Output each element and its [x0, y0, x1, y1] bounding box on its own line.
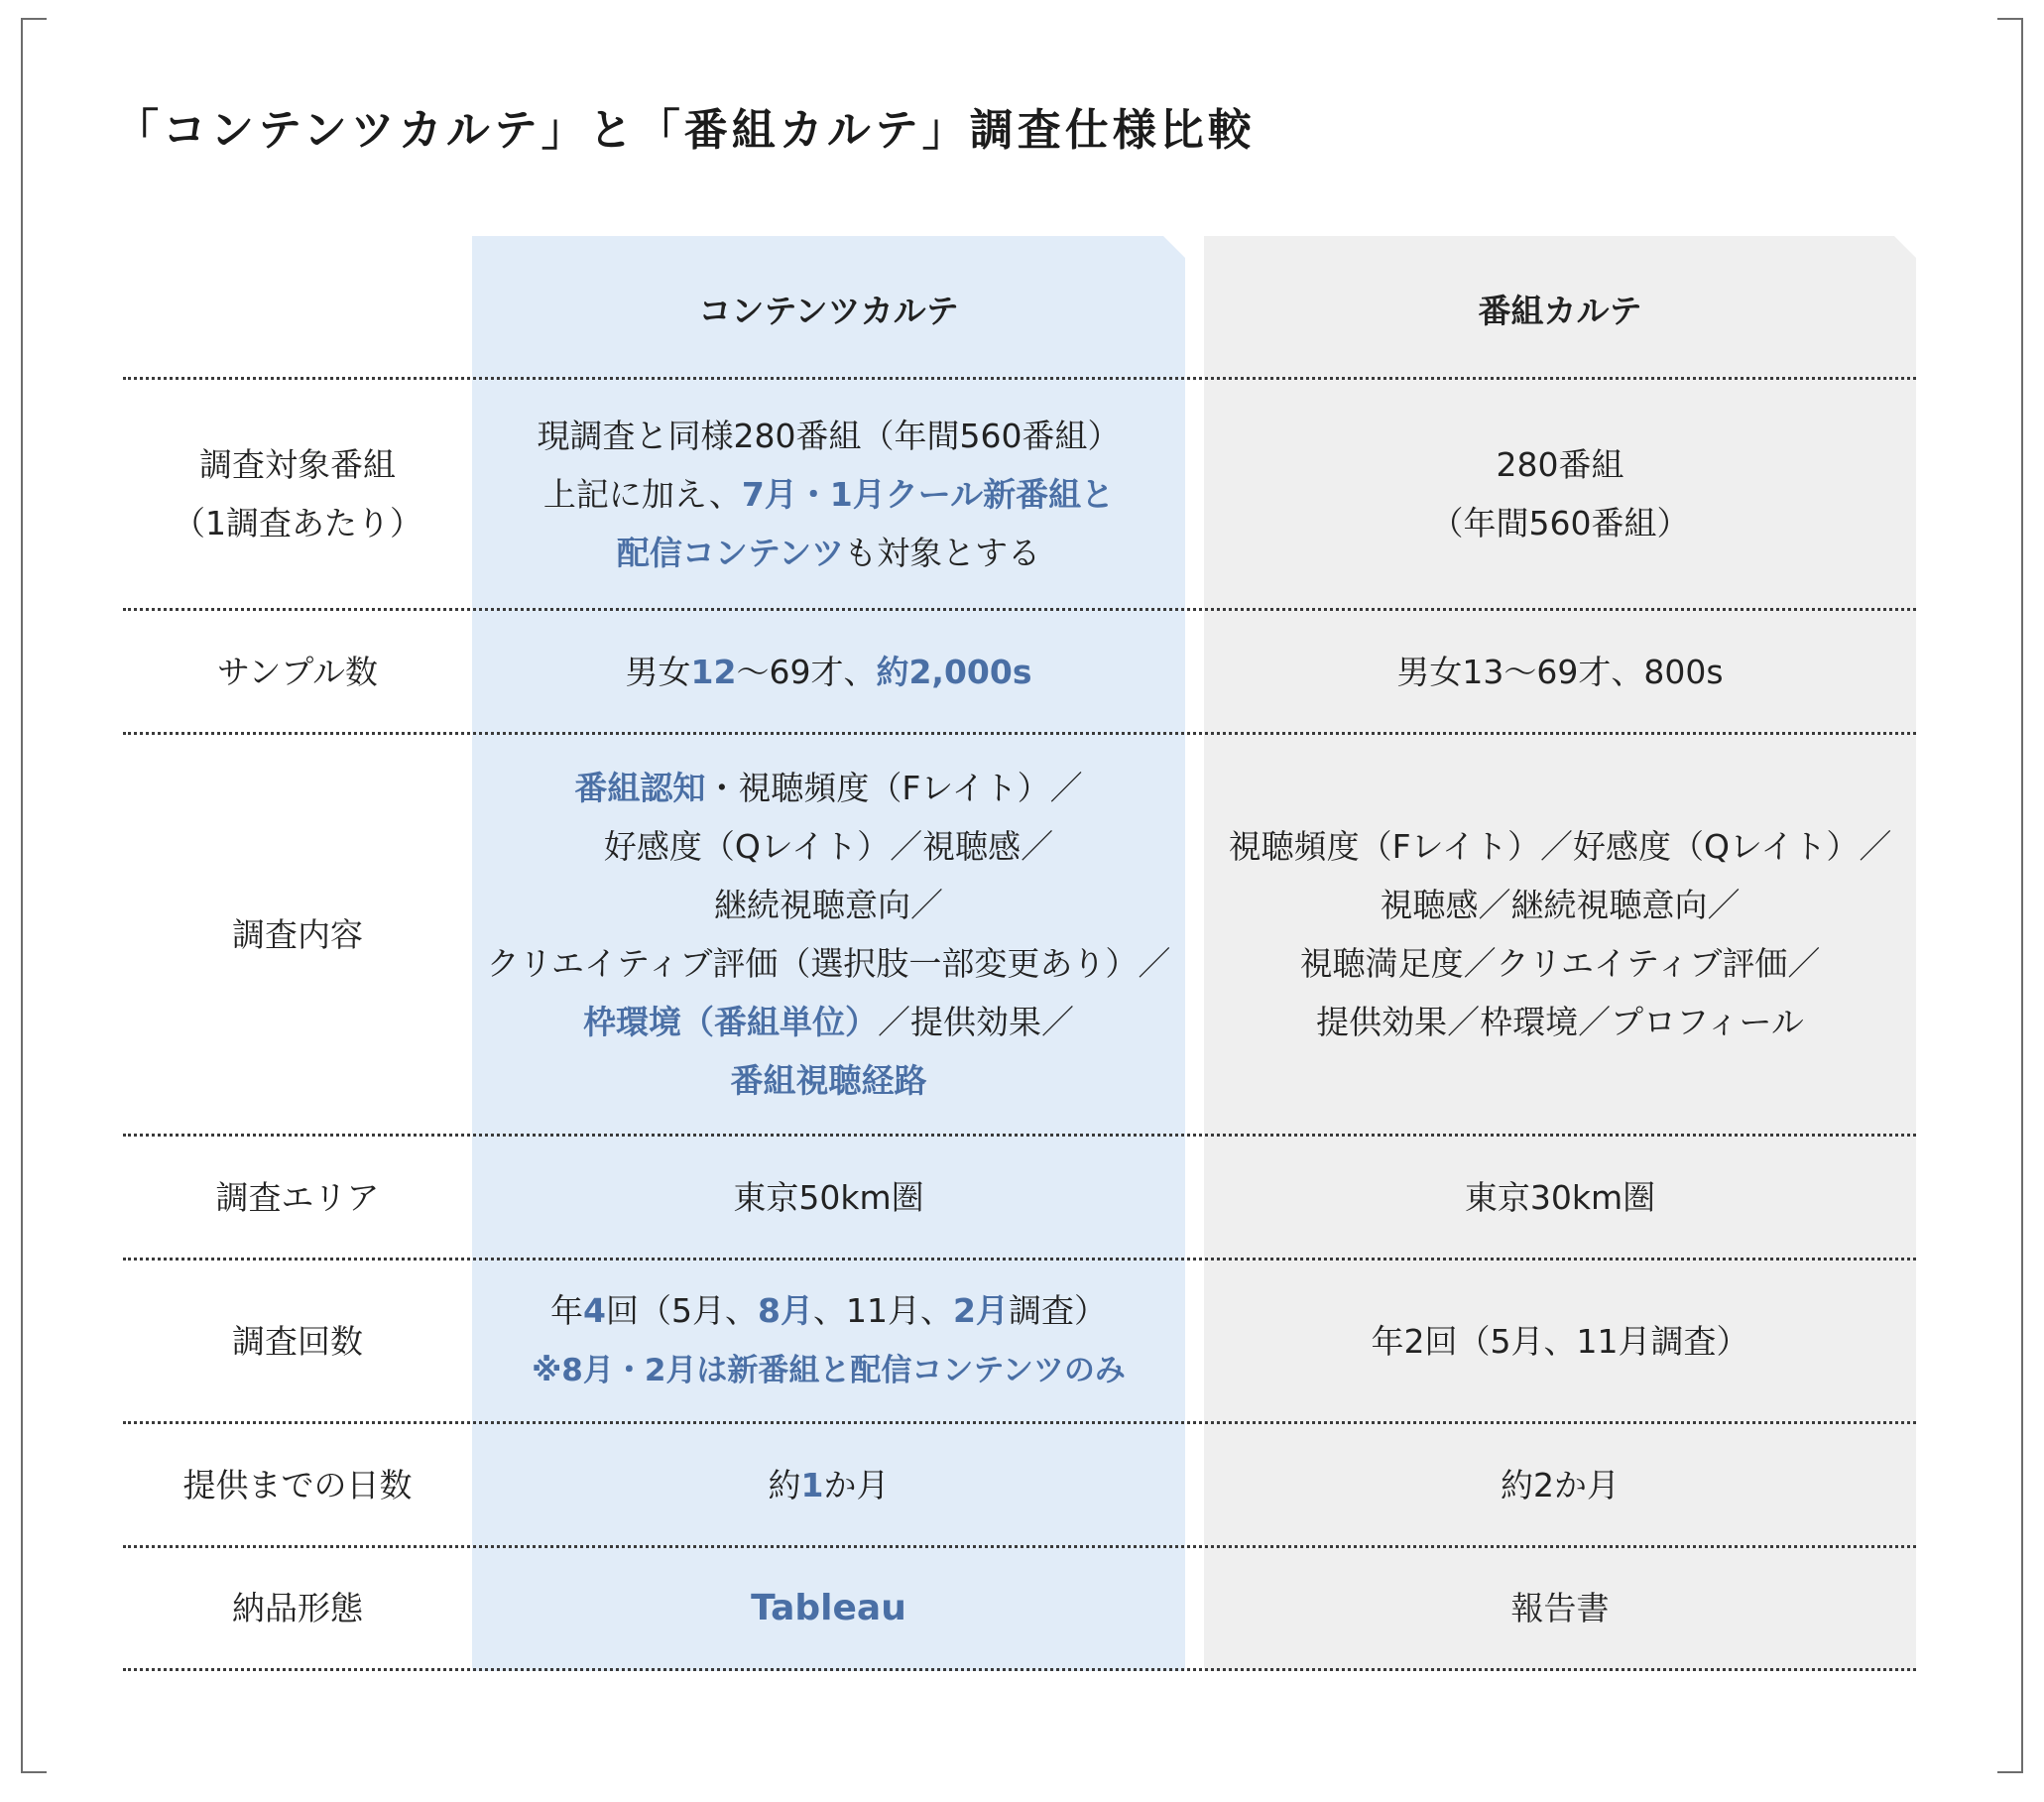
table-row-sample [123, 611, 1916, 735]
header-blank [123, 236, 472, 377]
table-row-frequency [123, 1261, 1916, 1424]
table-row-content [123, 735, 1916, 1137]
cell-bangumi-karte-content: 視聴頻度（Fレイト）／好感度（Qレイト）／ 視聴感／継続視聴意向／ 視聴満足度／クリエイティブ評価／ 提供効果／枠環境／プロフィール [1228, 827, 1892, 1041]
page-title: 「コンテンツカルテ」と「番組カルテ」調査仕様比較 [115, 105, 1256, 156]
header-content-karte: コンテンツカルテ [698, 291, 959, 330]
frequency-note: ※8月・2月は新番組と配信コンテンツのみ [532, 1353, 1126, 1388]
table-row-area [123, 1137, 1916, 1261]
cell-bangumi-karte-frequency: 年2回（5月、11月調査） [1371, 1321, 1749, 1361]
header-bangumi-karte: 番組カルテ [1478, 291, 1642, 330]
table-row-delivery-days [123, 1424, 1916, 1548]
cell-bangumi-karte-sample: 男女13〜69才、800s [1396, 652, 1724, 691]
frame-corner-top-left [21, 18, 47, 44]
frame-right-edge [2021, 18, 2023, 1773]
cell-content-karte-target: 現調査と同様280番組（年間560番組） 上記に加え、7月・1月クール新番組と 配信コンテンツも対象とする [537, 416, 1121, 572]
row-label-format: 納品形態 [232, 1589, 363, 1627]
cell-content-karte-sample: 男女12〜69才、約2,000s [625, 652, 1032, 691]
frame-left-edge [21, 18, 23, 1773]
cell-content-karte-delivery-days: 約1か月 [768, 1465, 890, 1504]
row-label-target: 調査対象番組 （1調査あたり） [173, 445, 422, 542]
frame-corner-bottom-right [1997, 1747, 2023, 1773]
table-row-target [123, 380, 1916, 611]
cell-content-karte-format: Tableau [751, 1588, 906, 1628]
cell-bangumi-karte-area: 東京30km圏 [1464, 1177, 1656, 1217]
frame-corner-bottom-left [21, 1747, 47, 1773]
row-label-delivery-days: 提供までの日数 [182, 1465, 413, 1504]
cell-bangumi-karte-format: 報告書 [1510, 1589, 1610, 1627]
cell-bangumi-karte-target: 280番組 （年間560番組） [1430, 445, 1690, 542]
row-label-area: 調査エリア [215, 1177, 380, 1217]
row-label-content: 調査内容 [232, 914, 363, 954]
cell-bangumi-karte-delivery-days: 約2か月 [1501, 1465, 1620, 1504]
table-header-row [123, 236, 1916, 380]
row-label-frequency: 調査回数 [232, 1321, 363, 1361]
cell-content-karte-area: 東京50km圏 [733, 1177, 924, 1217]
cell-content-karte-content: 番組認知・視聴頻度（Fレイト）／ 好感度（Qレイト）／視聴感／ 継続視聴意向／ クリエイティブ評価（選択肢一部変更あり）／ 枠環境（番組単位）／提供効果／ 番組視聴経路 [486, 769, 1171, 1100]
row-label-sample: サンプル数 [216, 652, 379, 691]
table-row-format [123, 1548, 1916, 1671]
frame-corner-top-right [1997, 18, 2023, 44]
cell-content-karte-frequency: 年4回（5月、8月、11月、2月調査） ※8月・2月は新番組と配信コンテンツのみ [532, 1291, 1126, 1388]
comparison-table [123, 236, 1916, 1671]
